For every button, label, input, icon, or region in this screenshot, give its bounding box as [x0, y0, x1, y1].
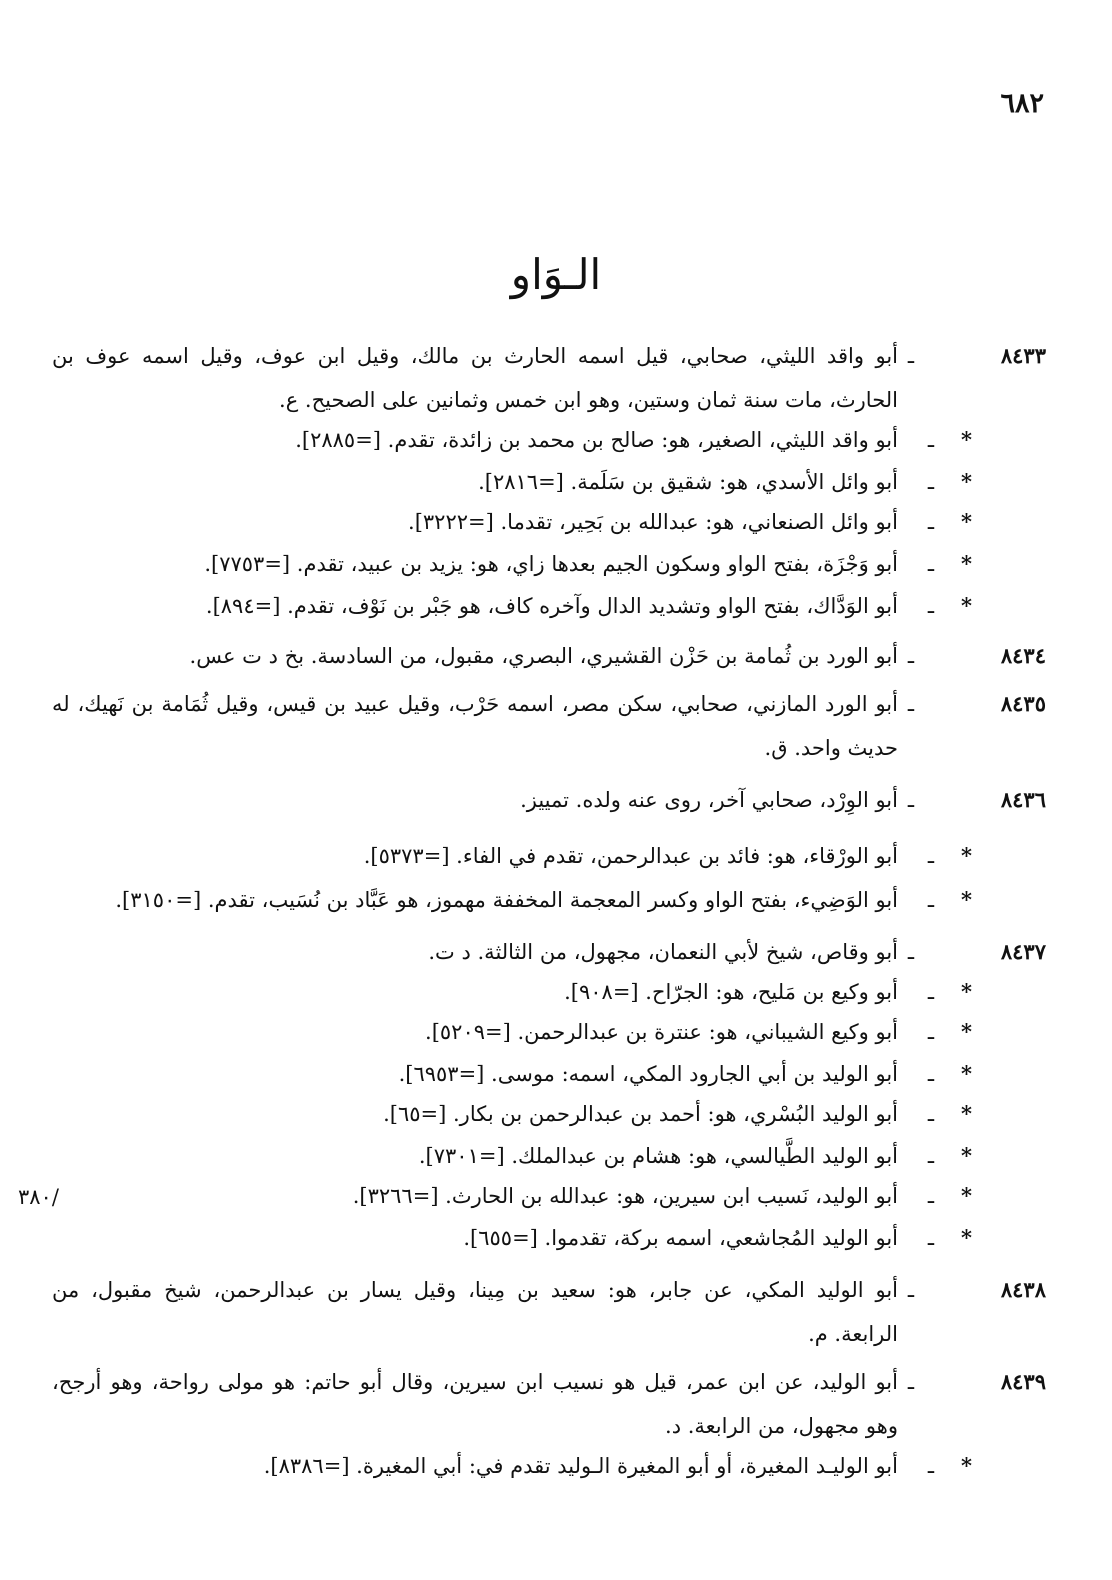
line-text: أبو الوليد الطَّيالسي، هو: هشام بن عبدالملك. [=٧٣٠١].: [418, 1144, 898, 1168]
line-text: أبو الوليـد المغيرة، أو أبو المغيرة الـوليد تقدم في: أبي المغيرة. [=٨٣٨٦].: [263, 1454, 898, 1478]
line-text: أبو الوليد، نَسيب ابن سيرين، هو: عبدالله بن الحارث. [=٣٢٦٦].: [352, 1184, 898, 1208]
line-text: أبو الورْقاء، هو: فائد بن عبدالرحمن، تقدم في الفاء. [=٥٣٧٣].: [363, 844, 898, 868]
entry-number: ٨٤٣٦: [1000, 787, 1046, 812]
continuation-line: [0, 728, 1112, 768]
entry-line: [0, 684, 1112, 724]
asterisk-marker: *: [961, 979, 972, 1004]
entry-number: ٨٤٣٥: [1000, 691, 1046, 716]
asterisk-marker: *: [961, 1143, 972, 1168]
line-text: أبو وائل الأسدي، هو: شقيق بن سَلَمة. [=٢٨١٦].: [478, 470, 898, 494]
dash-marker: ـ: [927, 888, 934, 912]
entry-line: [0, 636, 1112, 676]
continuation-line: [0, 380, 1112, 420]
line-text: حديث واحد. ق.: [764, 736, 898, 760]
line-text: الرابعة. م.: [808, 1322, 898, 1346]
line-text: أبو الوليد بن أبي الجارود المكي، اسمه: موسى. [=٦٩٥٣].: [398, 1062, 898, 1086]
reference-line: [0, 502, 1112, 542]
dash-marker: ـ: [927, 594, 934, 618]
dash-marker: ـ: [927, 1226, 934, 1250]
line-text: وهو مجهول، من الرابعة. د.: [665, 1414, 898, 1438]
dash-marker: ـ: [927, 1020, 934, 1044]
entry-number: ٨٤٣٩: [1000, 1369, 1046, 1394]
line-text: أبو الوَضِيء، بفتح الواو وكسر المعجمة المخففة مهموز، هو عَبَّاد بن نُسَيب، تقدم. [=٣١٥٠].: [115, 888, 898, 912]
dash-marker: ـ: [927, 844, 934, 868]
entry-number: ٨٤٣٣: [1000, 343, 1046, 368]
line-text: أبو وقاص، شيخ لأبي النعمان، مجهول، من الثالثة. د ت.: [428, 940, 898, 964]
asterisk-marker: *: [961, 593, 972, 618]
dash-marker: ـ: [907, 788, 914, 812]
line-text: أبو الوليد، عن ابن عمر، قيل هو نسيب ابن سيرين، وقال أبو حاتم: هو مولى رواحة، وهو أرجح،: [52, 1370, 898, 1394]
dash-marker: ـ: [927, 1454, 934, 1478]
reference-line: [0, 1218, 1112, 1258]
line-text: أبو وائل الصنعاني، هو: عبدالله بن بَحِير، تقدما. [=٣٢٢٢].: [408, 510, 898, 534]
asterisk-marker: *: [961, 887, 972, 912]
line-text: أبو واقد الليثي، الصغير، هو: صالح بن محمد بن زائدة، تقدم. [=٢٨٨٥].: [295, 428, 898, 452]
entry-line: [0, 932, 1112, 972]
line-text: أبو وكيع بن مَليح، هو: الجرّاح. [=٩٠٨].: [564, 980, 898, 1004]
reference-line: [0, 880, 1112, 920]
reference-line: [0, 1136, 1112, 1176]
reference-line: [0, 462, 1112, 502]
entry-number: ٨٤٣٤: [1000, 643, 1046, 668]
line-text: أبو الوِرْد، صحابي آخر، روى عنه ولده. تمييز.: [520, 788, 898, 812]
continuation-line: [0, 1406, 1112, 1446]
reference-line: [0, 1054, 1112, 1094]
reference-line: [0, 544, 1112, 584]
dash-marker: ـ: [927, 1062, 934, 1086]
dash-marker: ـ: [907, 692, 914, 716]
entry-line: [0, 780, 1112, 820]
line-text: أبو وكيع الشيباني، هو: عنترة بن عبدالرحمن. [=٥٢٠٩].: [425, 1020, 898, 1044]
dash-marker: ـ: [907, 940, 914, 964]
asterisk-marker: *: [961, 1061, 972, 1086]
dash-marker: ـ: [907, 1370, 914, 1394]
entry-number: ٨٤٣٨: [1000, 1277, 1046, 1302]
entry-line: [0, 1270, 1112, 1310]
line-text: أبو الوَدَّاك، بفتح الواو وتشديد الدال وآخره كاف، هو جَبْر بن نَوْف، تقدم. [=٨٩٤].: [205, 594, 898, 618]
line-text: أبو الوليد المُجاشعي، اسمه بركة، تقدموا. [=٦٥٥].: [463, 1226, 898, 1250]
line-text: الحارث، مات سنة ثمان وستين، وهو ابن خمس وثمانين على الصحيح. ع.: [279, 388, 898, 412]
asterisk-marker: *: [961, 1183, 972, 1208]
reference-line: [0, 1446, 1112, 1486]
reference-line: [0, 420, 1112, 460]
continuation-line: [0, 1314, 1112, 1354]
dash-marker: ـ: [927, 470, 934, 494]
line-text: أبو الورد بن ثُمامة بن حَزْن القشيري، البصري، مقبول، من السادسة. بخ د ت عس.: [189, 644, 898, 668]
line-text: أبو واقد الليثي، صحابي، قيل اسمه الحارث بن مالك، وقيل ابن عوف، وقيل اسمه عوف بن: [52, 344, 898, 368]
asterisk-marker: *: [961, 509, 972, 534]
asterisk-marker: *: [961, 551, 972, 576]
asterisk-marker: *: [961, 1225, 972, 1250]
margin-page-reference: /٣٨٠: [18, 1185, 59, 1209]
entry-line: [0, 336, 1112, 376]
dash-marker: ـ: [927, 980, 934, 1004]
dash-marker: ـ: [927, 552, 934, 576]
dash-marker: ـ: [907, 644, 914, 668]
dash-marker: ـ: [927, 1144, 934, 1168]
dash-marker: ـ: [927, 1184, 934, 1208]
dash-marker: ـ: [927, 510, 934, 534]
asterisk-marker: *: [961, 427, 972, 452]
reference-line: [0, 586, 1112, 626]
reference-line: [0, 1094, 1112, 1134]
dash-marker: ـ: [907, 344, 914, 368]
line-text: أبو وَجْزَة، بفتح الواو وسكون الجيم بعدها زاي، هو: يزيد بن عبيد، تقدم. [=٧٧٥٣].: [204, 552, 898, 576]
section-title: الـوَاو: [510, 250, 602, 299]
line-text: أبو الوليد البُسْري، هو: أحمد بن عبدالرحمن بن بكار. [=٦٥].: [383, 1102, 898, 1126]
reference-line: [0, 1012, 1112, 1052]
dash-marker: ـ: [907, 1278, 914, 1302]
asterisk-marker: *: [961, 1101, 972, 1126]
reference-line: [0, 1176, 1112, 1216]
line-text: أبو الوليد المكي، عن جابر، هو: سعيد بن مِينا، وقيل يسار بن عبدالرحمن، شيخ مقبول، من: [52, 1278, 898, 1302]
dash-marker: ـ: [927, 1102, 934, 1126]
asterisk-marker: *: [961, 469, 972, 494]
entry-line: [0, 1362, 1112, 1402]
asterisk-marker: *: [961, 843, 972, 868]
entry-number: ٨٤٣٧: [1000, 939, 1046, 964]
page-number: ٦٨٢: [1000, 88, 1044, 119]
dash-marker: ـ: [927, 428, 934, 452]
line-text: أبو الورد المازني، صحابي، سكن مصر، اسمه حَرْب، وقيل عبيد بن قيس، وقيل ثُمَامة بن نَهيك، له: [52, 692, 898, 716]
reference-line: [0, 972, 1112, 1012]
asterisk-marker: *: [961, 1453, 972, 1478]
reference-line: [0, 836, 1112, 876]
asterisk-marker: *: [961, 1019, 972, 1044]
